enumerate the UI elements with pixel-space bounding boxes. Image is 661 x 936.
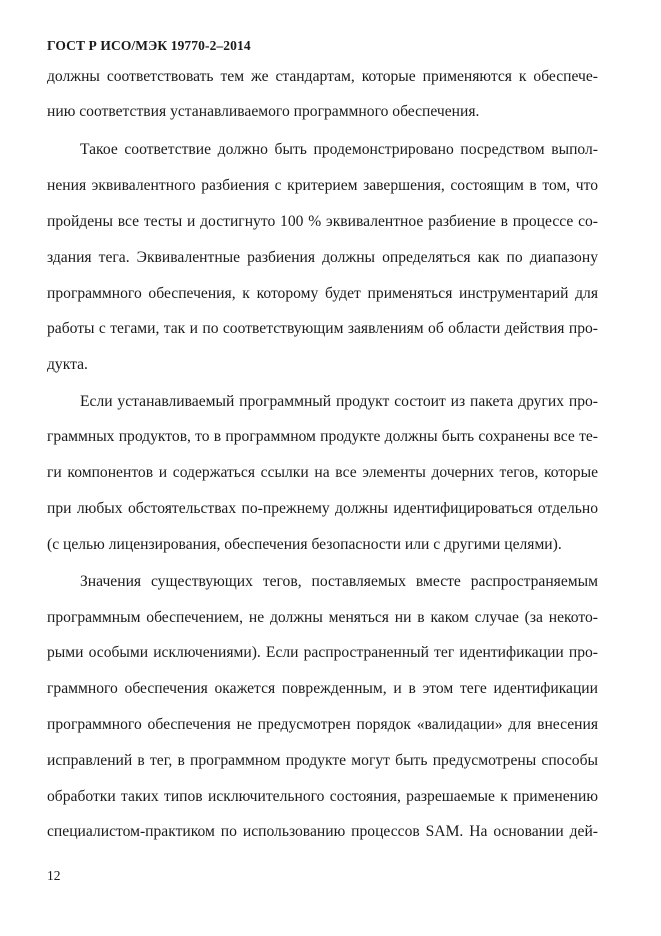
text-line: здания тега. Эквивалентные разбиения должны определяться как по диапазону bbox=[47, 249, 598, 266]
text-line: рыми особыми исключениями). Если распространенный тег идентификации про- bbox=[47, 644, 598, 661]
text-line: специалистом-практиком по использованию процессов SAM. На основании дей- bbox=[47, 823, 598, 840]
text-line: граммного обеспечения окажется поврежденным, и в этом теге идентификации bbox=[47, 680, 598, 697]
text-line: дукта. bbox=[47, 356, 88, 373]
text-line: при любых обстоятельствах по-прежнему должны идентифицироваться отдельно bbox=[47, 500, 598, 517]
text-line: работы с тегами, так и по соответствующим заявлениям об области действия про- bbox=[47, 320, 598, 337]
text-line: граммных продуктов, то в программном продукте должны быть сохранены все те- bbox=[47, 428, 598, 445]
text-line: нения эквивалентного разбиения с критерием завершения, состоящим в том, что bbox=[47, 177, 598, 194]
text-line: пройдены все тесты и достигнуто 100 % эквивалентное разбиение в процессе со- bbox=[47, 213, 598, 230]
text-line: ги компонентов и содержаться ссылки на все элементы дочерних тегов, которые bbox=[47, 464, 598, 481]
text-line: (с целью лицензирования, обеспечения безопасности или с другими целями). bbox=[47, 536, 562, 553]
paragraph-first-line: Такое соответствие должно быть продемонстрировано посредством выпол- bbox=[80, 141, 598, 158]
text-line: программного обеспечения, к которому будет применяться инструментарий для bbox=[47, 285, 598, 302]
text-line: исправлений в тег, в программном продукте могут быть предусмотрены способы bbox=[47, 752, 598, 769]
paragraph-first-line: Если устанавливаемый программный продукт состоит из пакета других про- bbox=[80, 393, 598, 410]
standard-code-header: ГОСТ Р ИСО/МЭК 19770-2–2014 bbox=[47, 38, 251, 53]
text-line: нию соответствия устанавливаемого программного обеспечения. bbox=[47, 103, 480, 120]
text-line: обработки таких типов исключительного состояния, разрешаемые к применению bbox=[47, 788, 598, 805]
text-line: должны соответствовать тем же стандартам, которые применяются к обеспече- bbox=[47, 68, 598, 85]
page-number: 12 bbox=[47, 868, 61, 883]
text-line: программного обеспечения не предусмотрен порядок «валидации» для внесения bbox=[47, 716, 598, 733]
text-line: программным обеспечением, не должны меняться ни в каком случае (за некото- bbox=[47, 609, 598, 626]
paragraph-first-line: Значения существующих тегов, поставляемых вместе распространяемым bbox=[80, 573, 598, 590]
